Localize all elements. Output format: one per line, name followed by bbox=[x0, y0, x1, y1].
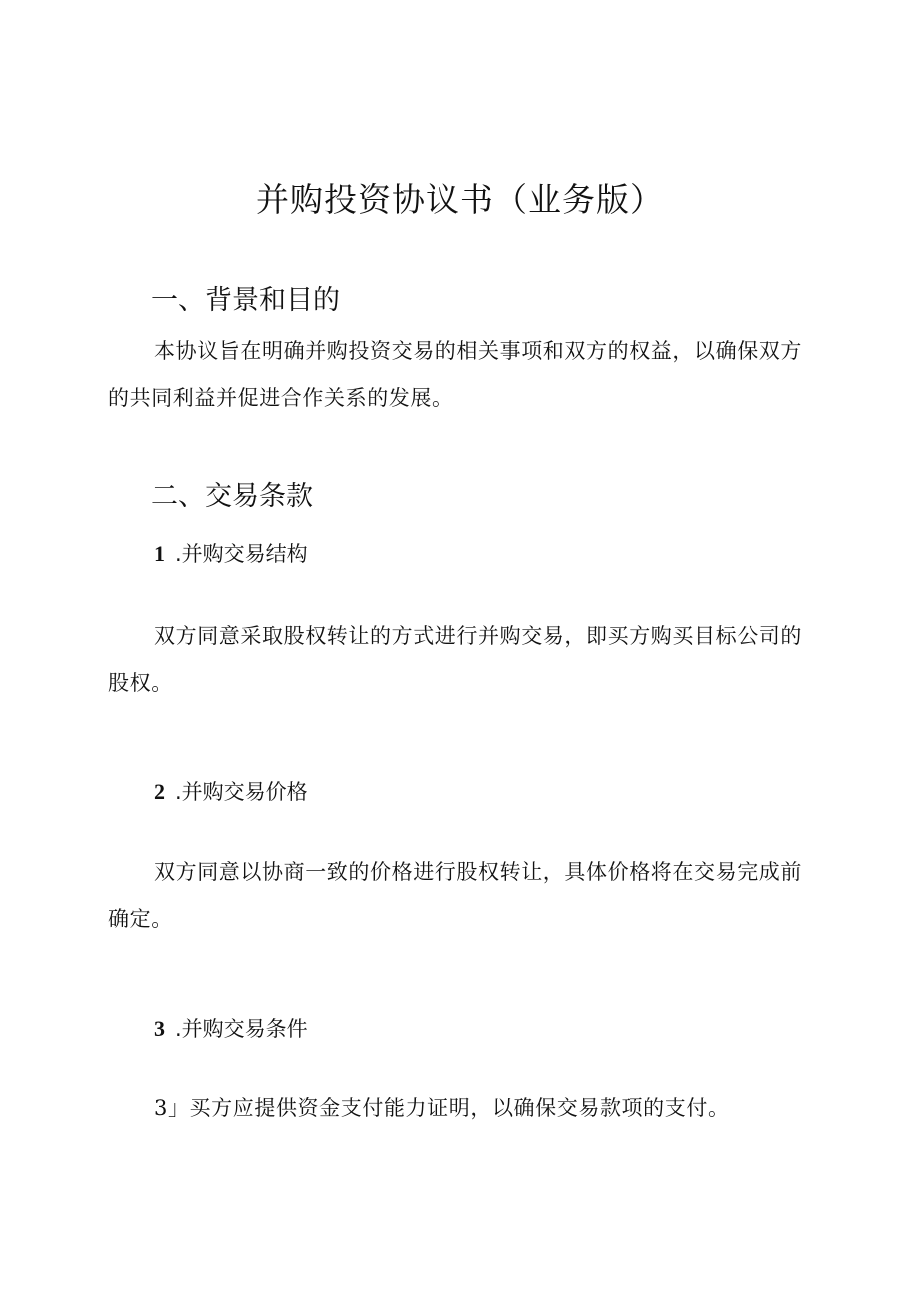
subsection-title: .并购交易结构 bbox=[175, 542, 308, 566]
subsection-title: .并购交易价格 bbox=[175, 780, 308, 804]
subsection-paragraph-structure: 双方同意采取股权转让的方式进行并购交易，即买方购买目标公司的股权。 bbox=[108, 624, 802, 695]
document-title: 并购投资协议书（业务版） bbox=[256, 180, 664, 219]
subsection-paragraph-conditions: 3」买方应提供资金支付能力证明，以确保交易款项的支付。 bbox=[154, 1096, 730, 1120]
subsection-title: .并购交易条件 bbox=[175, 1017, 308, 1041]
subsection-paragraph-price: 双方同意以协商一致的价格进行股权转让，具体价格将在交易完成前确定。 bbox=[108, 860, 802, 931]
subsection-heading-structure bbox=[154, 538, 308, 570]
section-paragraph-background: 本协议旨在明确并购投资交易的相关事项和双方的权益，以确保双方的共同利益并促进合作关系的发展。 bbox=[108, 339, 802, 410]
subsection-number: 3 bbox=[154, 1016, 165, 1041]
section-heading-terms: 二、交易条款 bbox=[151, 481, 313, 512]
subsection-number: 1 bbox=[154, 541, 165, 566]
subsection-number: 2 bbox=[154, 779, 165, 804]
subsection-heading-conditions bbox=[154, 1013, 308, 1045]
subsection-heading-price bbox=[154, 776, 308, 808]
section-heading-background: 一、背景和目的 bbox=[151, 285, 340, 316]
